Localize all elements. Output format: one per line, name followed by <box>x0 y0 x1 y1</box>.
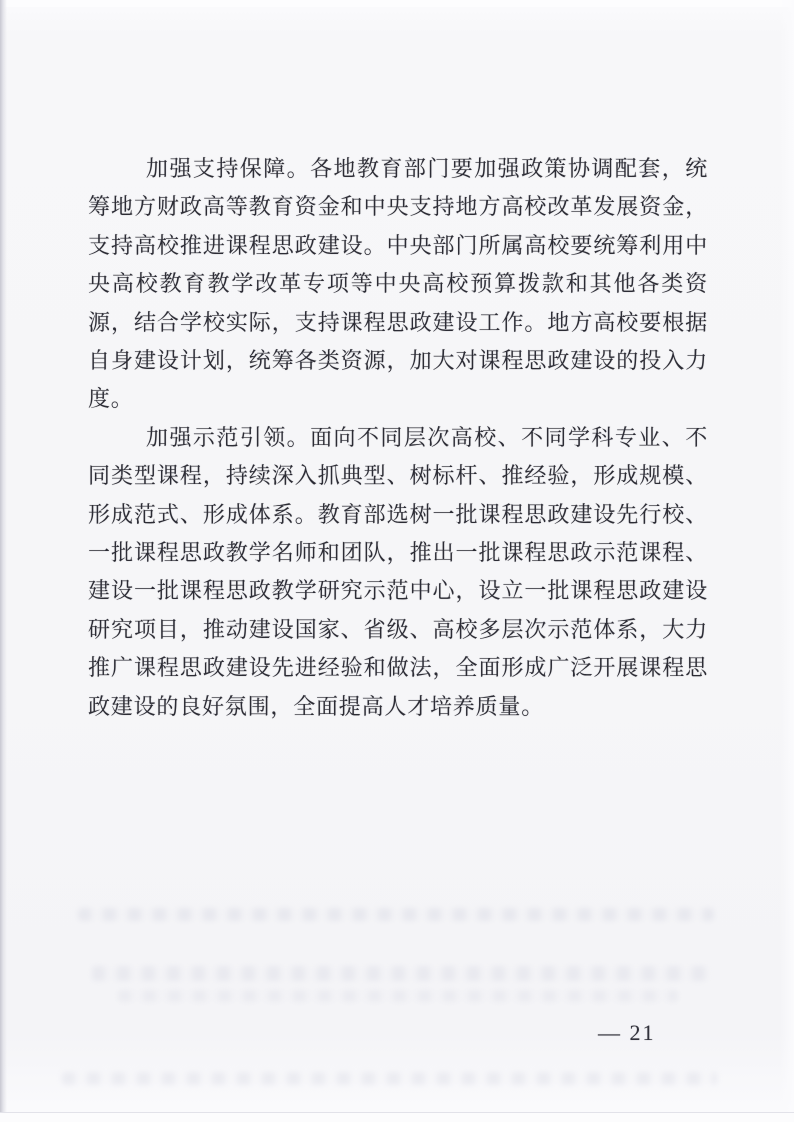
scan-top-edge <box>0 0 794 7</box>
scan-right-edge <box>780 0 794 1122</box>
paragraph-support-guarantee: 加强支持保障。各地教育部门要加强政策协调配套，统筹地方财政高等教育资金和中央支持地方高校改革发展资金，支持高校推进课程思政建设。中央部门所属高校要统筹利用中央高校教育教学改革专项等中央高校预算拨款和其他各类资源，结合学校实际，支持课程思政建设工作。地方高校要根据自身建设计划，统筹各类资源，加大对课程思政建设的投入力度。 <box>88 156 708 412</box>
bleedthrough-ghost-text <box>62 1072 717 1085</box>
page-number: — 21 <box>598 1020 656 1045</box>
bleedthrough-ghost-text <box>118 990 678 1002</box>
scan-bottom-edge <box>0 1112 794 1122</box>
document-text-block <box>88 150 708 726</box>
bleedthrough-ghost-text <box>78 908 714 921</box>
paragraph-demonstration-leading: 加强示范引领。面向不同层次高校、不同学科专业、不同类型课程，持续深入抓典型、树标杆、推经验，形成规模、形成范式、形成体系。教育部选树一批课程思政建设先行校、一批课程思政教学名师和团队，推出一批课程思政示范课程、建设一批课程思政教学研究示范中心，设立一批课程思政建设研究项目，推动建设国家、省级、高校多层次示范体系，大力推广课程思政建设先进经验和做法，全面形成广泛开展课程思政建设的良好氛围，全面提高人才培养质量。 <box>88 424 708 719</box>
scan-left-edge <box>0 0 7 1122</box>
bleedthrough-ghost-text <box>92 966 710 981</box>
